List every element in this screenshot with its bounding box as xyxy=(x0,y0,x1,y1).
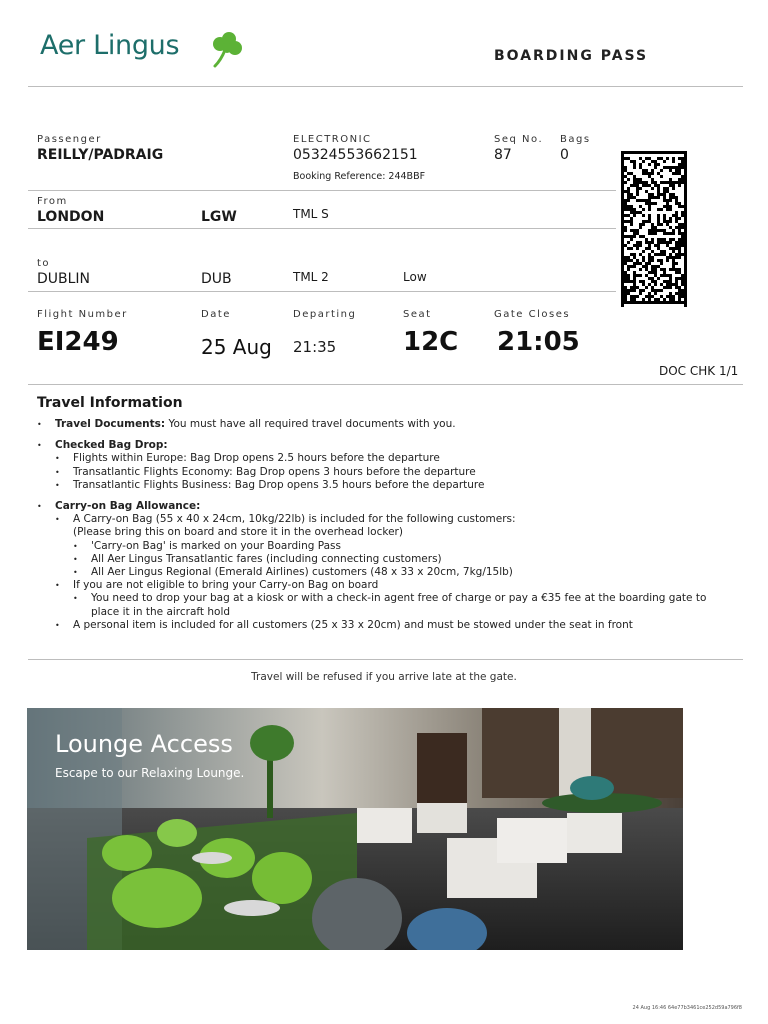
from-code: LGW xyxy=(201,209,237,225)
carryon-item-text: A Carry-on Bag (55 x 40 x 24cm, 10kg/22lb) is included for the following customers: xyxy=(73,513,516,526)
late-notice: Travel will be refused if you arrive late at the gate. xyxy=(251,671,517,683)
from-label: From xyxy=(37,196,68,207)
ticket-type-label: ELECTRONIC xyxy=(293,134,372,145)
aer-lingus-logo-text: Aer Lingus xyxy=(40,30,180,61)
lounge-title: Lounge Access xyxy=(55,730,233,758)
section-divider xyxy=(28,384,743,385)
bags-value: 0 xyxy=(560,147,569,163)
from-terminal: TML S xyxy=(293,207,329,221)
to-terminal: TML 2 xyxy=(293,270,329,284)
documents-text: You must have all required travel documents with you. xyxy=(165,418,456,430)
lounge-subtitle: Escape to our Relaxing Lounge. xyxy=(55,766,245,780)
carryon-heading: Carry-on Bag Allowance: xyxy=(55,500,201,513)
list-item xyxy=(37,439,737,492)
bagdrop-heading: Checked Bag Drop: xyxy=(55,439,168,452)
to-label: to xyxy=(37,258,51,269)
bags-label: Bags xyxy=(560,134,591,145)
list-item: • Transatlantic Flights Economy: Bag Drop opens 3 hours before the departure xyxy=(55,466,737,479)
boarding-pass-title: BOARDING PASS xyxy=(494,48,649,64)
carryon-item-text: If you are not eligible to bring your Carry-on Bag on board xyxy=(73,579,379,592)
flight-number-label: Flight Number xyxy=(37,309,128,320)
seat-number: 12C xyxy=(403,327,459,357)
documents-heading: Travel Documents: xyxy=(55,418,166,430)
carryon-item-note: (Please bring this on board and store it in the overhead locker) xyxy=(73,526,403,539)
list-item xyxy=(55,579,737,619)
list-item: • Flights within Europe: Bag Drop opens 2.5 hours before the departure xyxy=(55,452,737,465)
list-item xyxy=(55,513,737,579)
departing-time: 21:35 xyxy=(293,338,337,356)
flight-number: EI249 xyxy=(37,327,119,357)
list-item xyxy=(37,418,737,431)
travel-info-list xyxy=(37,418,737,632)
departing-label: Departing xyxy=(293,309,357,320)
row-divider xyxy=(28,190,616,191)
doc-check: DOC CHK 1/1 xyxy=(659,364,739,378)
gate-closes-label: Gate Closes xyxy=(494,309,571,320)
list-item: • You need to drop your bag at a kiosk or with a check-in agent free of charge or pay a €35 fee at the boarding gate to place it in the aircraft hold xyxy=(73,592,737,618)
to-code: DUB xyxy=(201,271,232,287)
ticket-number: 05324553662151 xyxy=(293,147,418,163)
barcode xyxy=(621,151,687,308)
shamrock-icon xyxy=(207,30,247,70)
row-divider xyxy=(28,228,616,229)
from-city: LONDON xyxy=(37,209,105,225)
list-item: • A personal item is included for all customers (25 x 33 x 20cm) and must be stowed under the seat in front xyxy=(55,619,737,632)
travel-info-title: Travel Information xyxy=(37,395,183,411)
seat-label: Seat xyxy=(403,309,432,320)
booking-reference: Booking Reference: 244BBF xyxy=(293,171,426,182)
list-item: • All Aer Lingus Regional (Emerald Airlines) customers (48 x 33 x 20cm, 7kg/15lb) xyxy=(73,566,737,579)
passenger-name: REILLY/PADRAIG xyxy=(37,147,164,163)
list-item xyxy=(37,500,737,632)
to-city: DUBLIN xyxy=(37,271,91,287)
date-label: Date xyxy=(201,309,231,320)
row-divider xyxy=(28,291,616,292)
list-item: • All Aer Lingus Transatlantic fares (including connecting customers) xyxy=(73,553,737,566)
gate-closes-time: 21:05 xyxy=(497,327,580,357)
flight-date: 25 Aug xyxy=(201,335,272,359)
footer-timestamp: 24 Aug 16:46 64e77b3461ce252d59a796f8 xyxy=(632,1005,742,1011)
header-divider xyxy=(28,86,743,87)
list-item: • Transatlantic Flights Business: Bag Drop opens 3.5 hours before the departure xyxy=(55,479,737,492)
lounge-banner[interactable] xyxy=(27,708,683,950)
section-divider xyxy=(28,659,743,660)
seq-label: Seq No. xyxy=(494,134,544,145)
seq-value: 87 xyxy=(494,147,512,163)
passenger-label: Passenger xyxy=(37,134,102,145)
list-item: • 'Carry-on Bag' is marked on your Boarding Pass xyxy=(73,540,737,553)
fare-type: Low xyxy=(403,270,427,284)
